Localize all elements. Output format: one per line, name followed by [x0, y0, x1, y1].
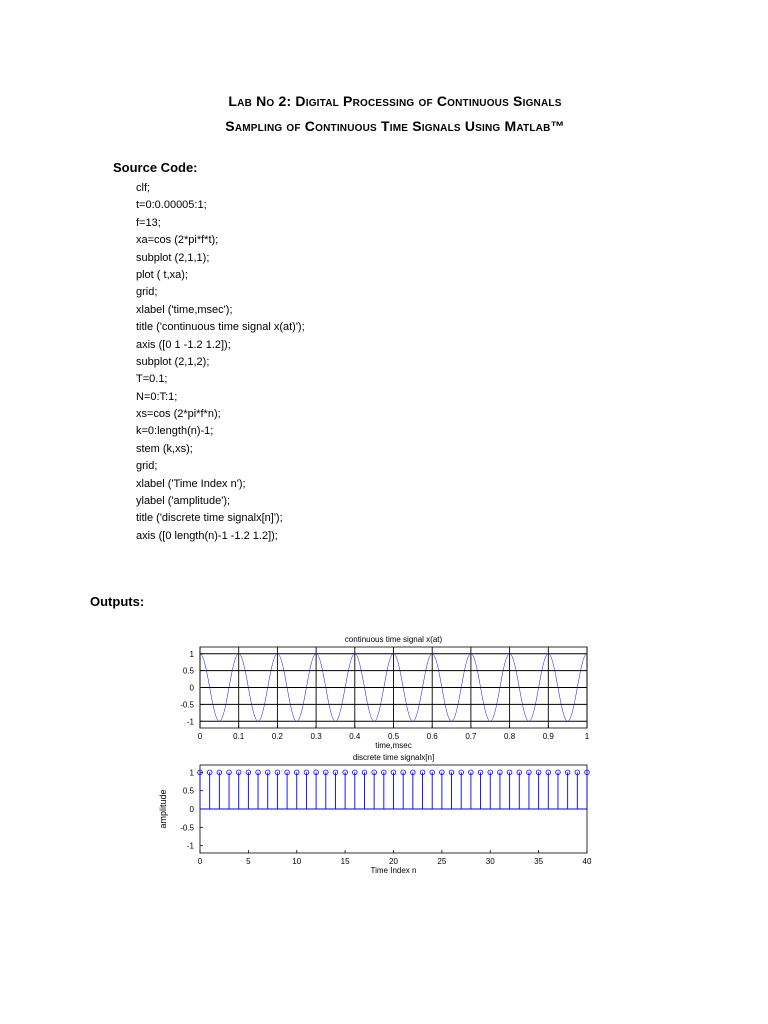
chart-title: continuous time signal x(at) [344, 635, 443, 644]
lab-subtitle: Sampling of Continuous Time Signals Using Matlab™ [225, 118, 565, 134]
figure-svg [140, 625, 610, 880]
code-line: xs=cos (2*pi*f*n); [136, 408, 221, 421]
code-line: k=0:length(n)-1; [136, 425, 214, 438]
code-line: xlabel ('time,msec'); [136, 303, 233, 316]
code-line: subplot (2,1,1); [136, 251, 210, 264]
x-tick-label: 15 [340, 857, 350, 866]
y-tick-label: 1 [189, 649, 194, 659]
code-line: ylabel ('amplitude'); [136, 495, 231, 508]
x-tick-label: 20 [389, 857, 398, 866]
code-line: clf; [136, 182, 151, 194]
x-axis-label: Time Index n [370, 866, 417, 875]
code-line: f=13; [136, 216, 161, 229]
code-line: axis ([0 length(n)-1 -1.2 1.2]); [136, 529, 278, 542]
matlab-figure [140, 625, 610, 880]
outputs-heading: Outputs: [90, 594, 145, 609]
x-tick-label: 0.6 [426, 732, 438, 741]
x-tick-label: 0.9 [542, 732, 554, 741]
code-line: xlabel ('Time Index n'); [136, 477, 246, 490]
y-tick-label: -1 [186, 717, 194, 727]
y-tick-label: 1 [189, 768, 194, 778]
y-tick-label: 0.5 [182, 786, 194, 796]
chart-title: discrete time signalx[n] [352, 753, 435, 762]
code-line: grid; [136, 286, 158, 299]
x-tick-label: 1 [584, 732, 590, 741]
x-tick-label: 0 [197, 732, 203, 741]
x-axis-label: time,msec [375, 741, 412, 750]
x-tick-label: 0.7 [465, 732, 477, 741]
code-line: title ('continuous time signal x(at)'); [136, 321, 305, 334]
x-tick-label: 5 [246, 857, 251, 866]
lab-title: Lab No 2: Digital Processing of Continuous Signals [228, 93, 562, 109]
x-tick-label: 0.4 [349, 732, 361, 741]
x-tick-label: 0.8 [504, 732, 516, 741]
code-line: xa=cos (2*pi*f*t); [136, 234, 219, 247]
x-tick-label: 10 [292, 857, 302, 866]
source-code-heading: Source Code: [113, 160, 198, 175]
x-tick-label: 35 [534, 857, 544, 866]
y-tick-label: 0.5 [182, 666, 194, 676]
code-line: stem (k,xs); [136, 442, 193, 455]
x-tick-label: 0 [197, 857, 203, 866]
code-line: plot ( t,xa); [136, 268, 188, 281]
x-tick-label: 30 [485, 857, 495, 866]
y-tick-label: 0 [189, 683, 194, 693]
x-tick-label: 40 [582, 857, 592, 866]
x-tick-label: 25 [437, 857, 447, 866]
x-tick-label: 0.2 [271, 732, 283, 741]
code-line: N=0:T:1; [136, 390, 178, 403]
y-tick-label: 0 [189, 805, 194, 814]
code-line: t=0:0.00005:1; [136, 199, 207, 212]
y-tick-label: -0.5 [180, 823, 194, 833]
x-tick-label: 0.5 [387, 732, 400, 741]
y-axis-label: amplitude [158, 789, 168, 829]
x-tick-label: 0.3 [310, 732, 322, 741]
code-line: grid; [136, 460, 158, 473]
code-line: axis ([0 1 -1.2 1.2]); [136, 338, 231, 351]
y-tick-label: -1 [186, 841, 194, 851]
code-line: subplot (2,1,2); [136, 355, 210, 368]
source-code-block [136, 180, 305, 545]
code-line: T=0.1; [136, 373, 168, 386]
y-tick-label: -0.5 [180, 700, 194, 710]
x-tick-label: 0.1 [233, 732, 245, 741]
code-line: title ('discrete time signalx[n]'); [136, 512, 283, 525]
